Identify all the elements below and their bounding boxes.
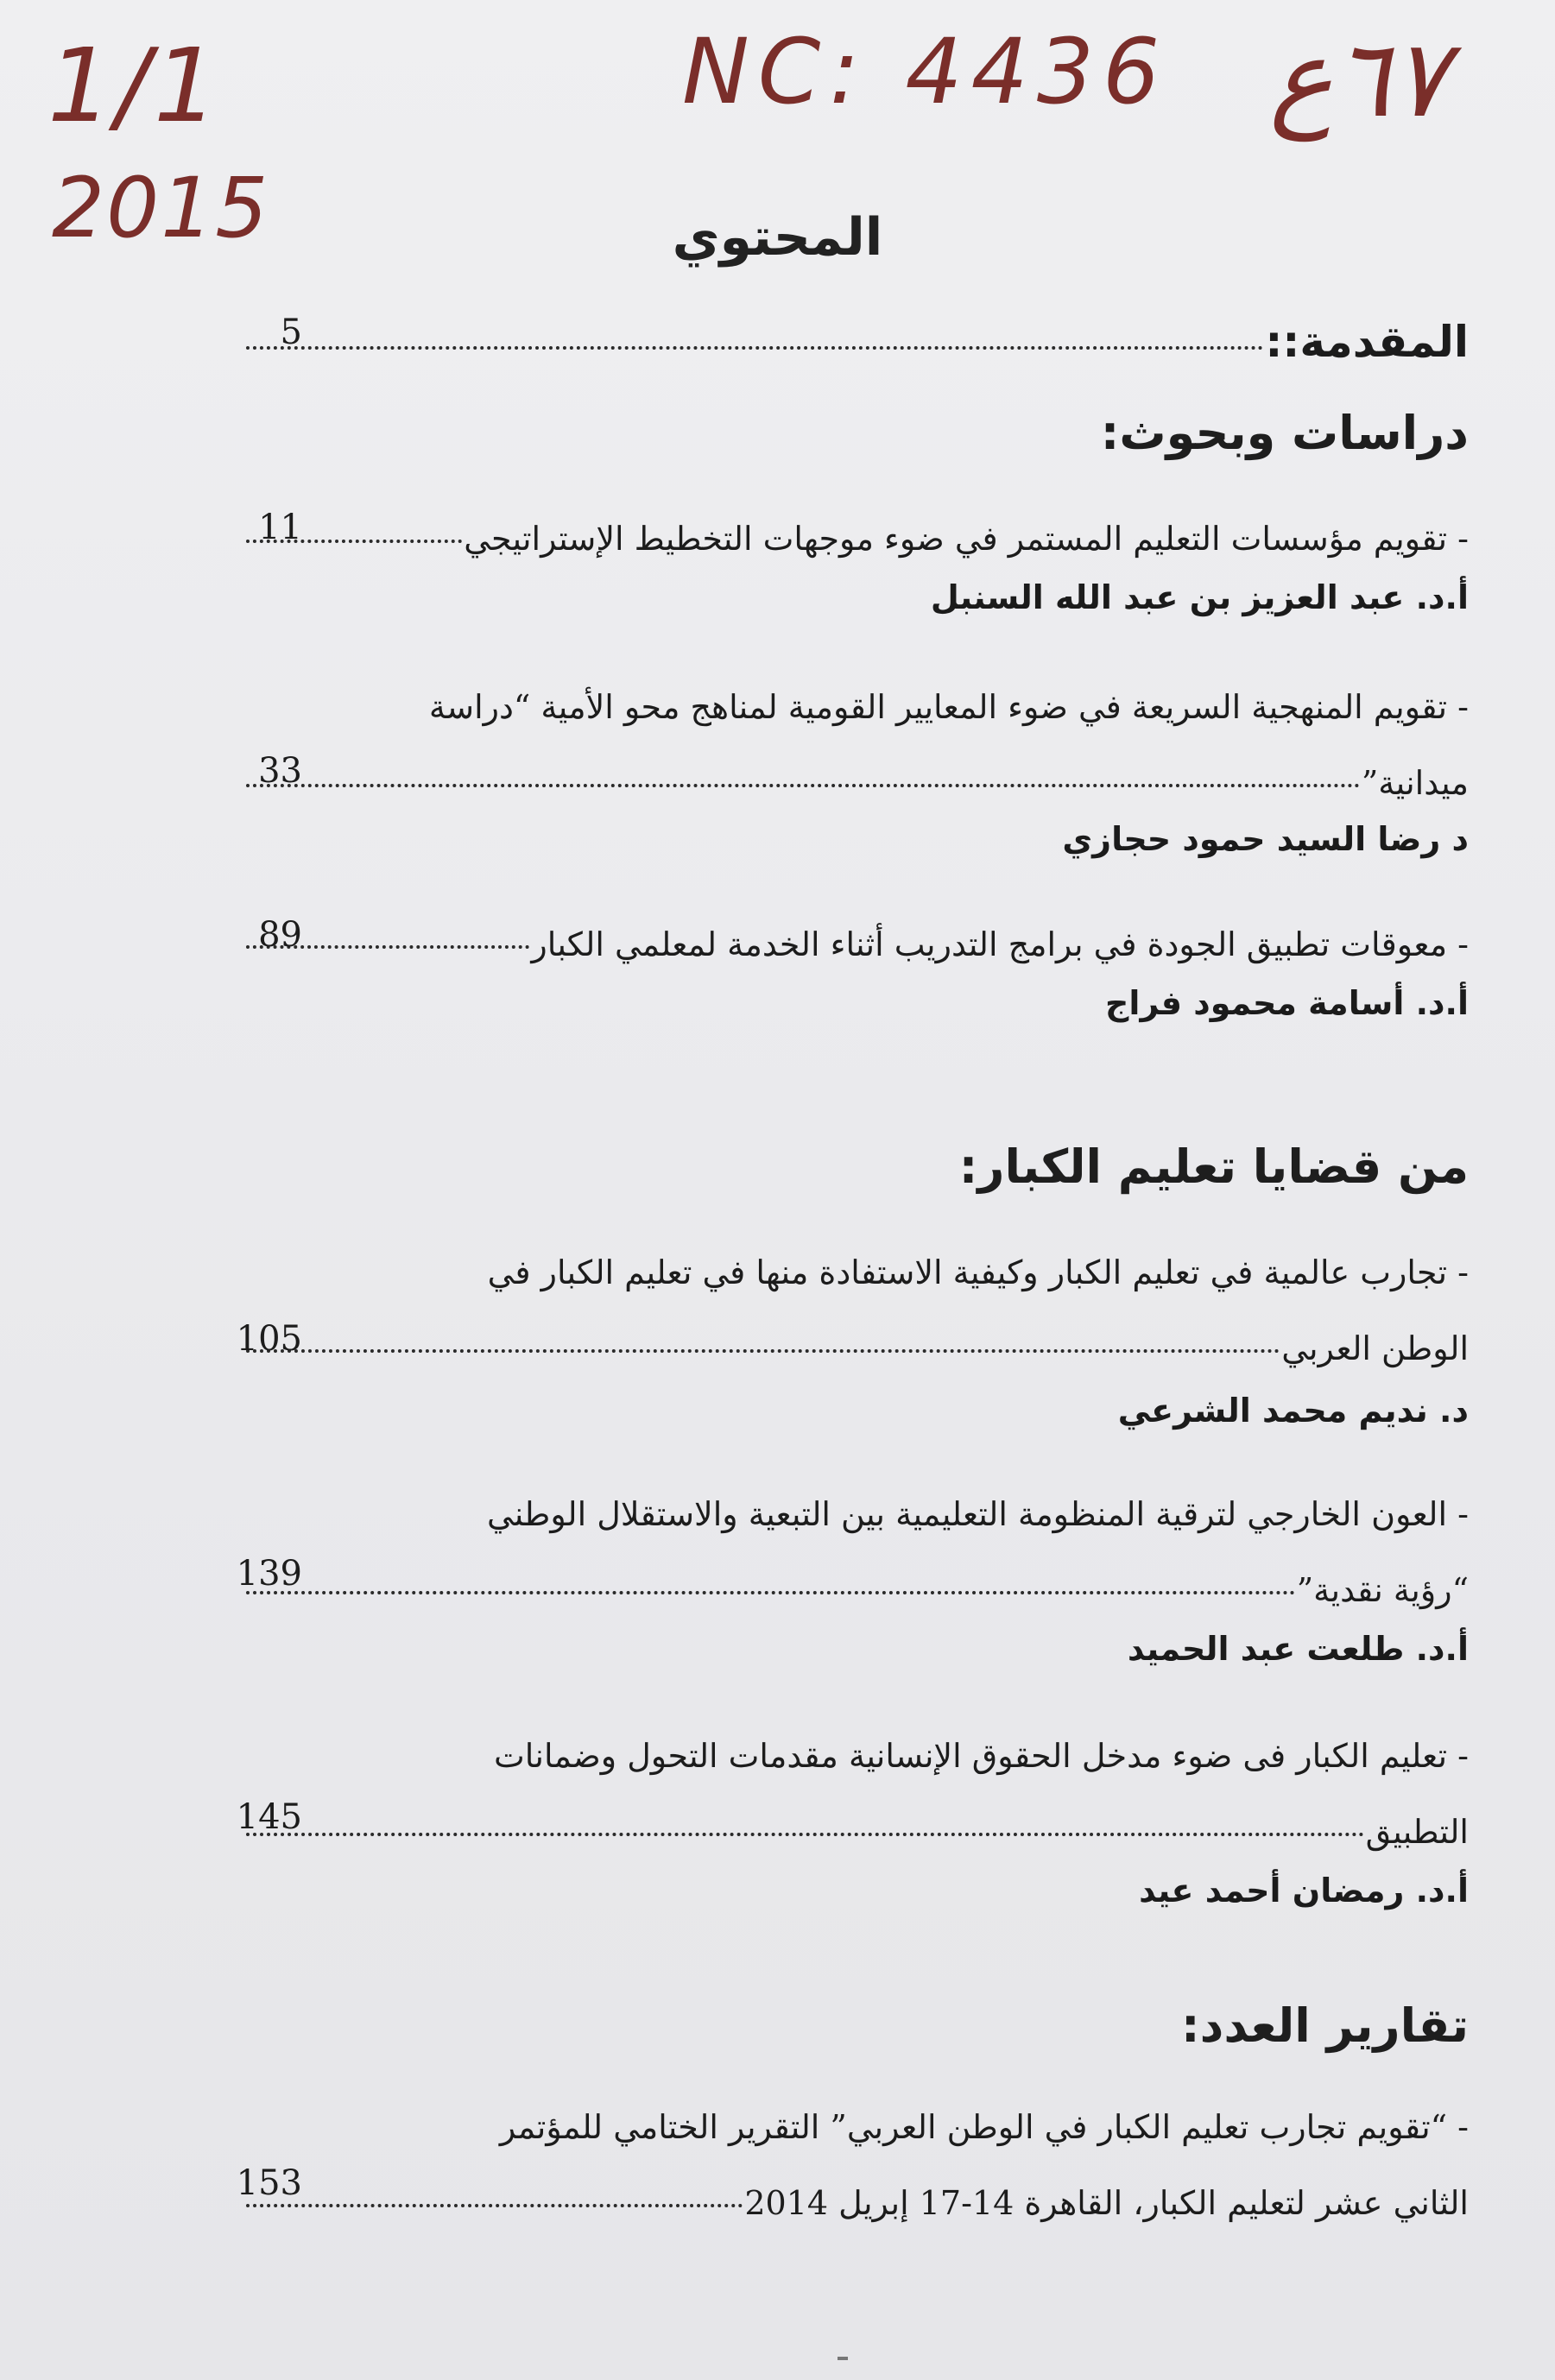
entry-author: د رضا السيد حمود حجازي (1062, 820, 1469, 858)
entry-page-number: 89 (258, 915, 302, 955)
entry-author: أ.د. أسامة محمود فراج (1105, 984, 1469, 1022)
entry-title-line: “رؤية نقدية” (1296, 1571, 1469, 1609)
entry-title-line: - تقويم مؤسسات التعليم المستمر في ضوء موجهات التخطيط الإستراتيجي (464, 520, 1469, 558)
handwritten-catalog-number: NC: 4436 (682, 19, 1169, 124)
entry-author: أ.د. رمضان أحمد عيد (1139, 1872, 1469, 1910)
page-title: المحتوي (672, 207, 883, 268)
toc-entry (243, 1476, 1469, 1628)
entry-title-line: - العون الخارجي لترقية المنظومة التعليمية بين التبعية والاستقلال الوطني (487, 1495, 1469, 1533)
toc-entry (243, 669, 1469, 821)
entry-title-line: التطبيق (1365, 1813, 1469, 1851)
intro-page-number: 5 (280, 312, 302, 352)
handwritten-year: 2015 (52, 160, 270, 256)
handwritten-note-left-top: 1/1 (47, 26, 222, 145)
entry-page-number: 153 (236, 2163, 302, 2203)
entry-title-line: الثاني عشر لتعليم الكبار، القاهرة 14-17 إبريل 2014 (744, 2184, 1469, 2222)
intro-label: المقدمة:: (1265, 317, 1469, 367)
entry-page-number: 33 (258, 751, 302, 791)
section-heading-issue-reports: تقارير العدد: (1181, 1998, 1469, 2053)
page-footer-mark (838, 2357, 848, 2360)
entry-page-number: 145 (236, 1797, 302, 1837)
entry-title-line: الوطن العربي (1281, 1329, 1469, 1367)
intro-entry (243, 304, 1469, 380)
entry-title-line: - تقويم المنهجية السريعة في ضوء المعايير القومية لمناهج محو الأمية “دراسة (428, 688, 1469, 726)
toc-entry (243, 1234, 1469, 1386)
toc-entry (243, 1718, 1469, 1870)
toc-entry (243, 906, 1469, 982)
leader-dots (246, 1323, 1280, 1353)
entry-title-line: - تعليم الكبار فى ضوء مدخل الحقوق الإنسانية مقدمات التحول وضمانات (494, 1737, 1469, 1775)
section-heading-adult-education-issues: من قضايا تعليم الكبار: (958, 1139, 1469, 1194)
entry-page-number: 139 (236, 1554, 302, 1594)
leader-dots (246, 758, 1360, 787)
toc-entry (243, 501, 1469, 577)
handwritten-note-right: ٦٧ع (1269, 17, 1449, 142)
entry-page-number: 105 (236, 1319, 302, 1359)
entry-title-line: - تجارب عالمية في تعليم الكبار وكيفية الاستفادة منها في تعليم الكبار في (487, 1253, 1469, 1291)
entry-page-number: 11 (258, 508, 302, 547)
leader-dots (246, 1565, 1295, 1594)
entry-author: د. نديم محمد الشرعي (1117, 1392, 1469, 1430)
leader-dots (246, 320, 1263, 350)
leader-dots (246, 1807, 1364, 1836)
toc-entry (243, 2089, 1469, 2241)
entry-title-line: ميدانية” (1361, 764, 1469, 802)
entry-title-line: - معوقات تطبيق الجودة في برامج التدريب أثناء الخدمة لمعلمي الكبار (531, 925, 1469, 963)
entry-author: أ.د. عبد العزيز بن عبد الله السنبل (930, 578, 1469, 616)
entry-title-line: - “تقويم تجارب تعليم الكبار في الوطن العربي” التقرير الختامي للمؤتمر (499, 2108, 1469, 2146)
leader-dots (246, 2178, 743, 2207)
section-heading-studies: دراسات وبحوث: (1100, 406, 1469, 460)
entry-author: أ.د. طلعت عبد الحميد (1127, 1630, 1469, 1668)
